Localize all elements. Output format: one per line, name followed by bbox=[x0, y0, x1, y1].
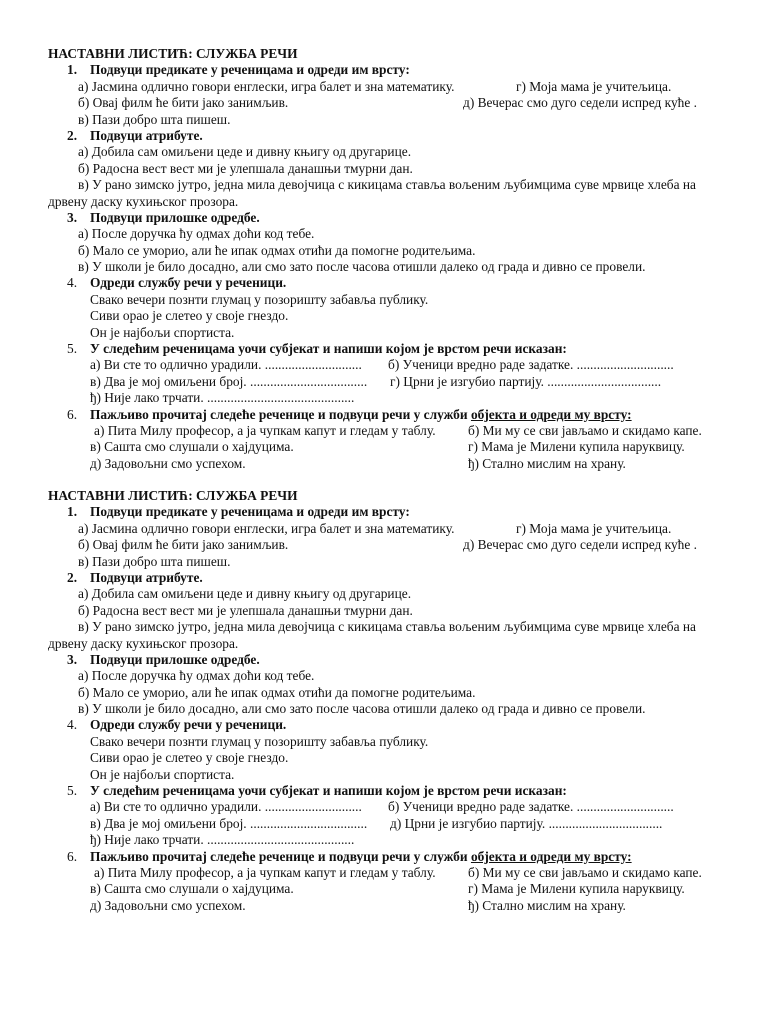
sentence-a: а) Пита Милу професор, а ја чупкам капут и гледам у таблу. bbox=[94, 864, 436, 880]
sentence-a: а) Пита Милу професор, а ја чупкам капут и гледам у таблу. bbox=[94, 422, 436, 438]
worksheet-title: НАСТАВНИ ЛИСТИЋ: СЛУЖБА РЕЧИ bbox=[48, 488, 298, 503]
task-6-row-2 bbox=[48, 439, 728, 455]
sentence-g: г) Мама је Милени купила наруквицу. bbox=[468, 881, 685, 897]
task-heading: У следећим реченицама уочи субјекат и напиши којом је врстом речи исказан: bbox=[90, 341, 567, 357]
sentence-a: а) Јасмина одлично говори енглески, игра балет и зна математику. bbox=[78, 78, 455, 94]
task-number: 2. bbox=[67, 569, 78, 585]
task-6-row-2 bbox=[48, 881, 728, 897]
task-heading: Подвуци предикате у реченицама и одреди им врсту: bbox=[90, 504, 410, 520]
sentence: Свако вечери познти глумац у позоришту забавља публику. bbox=[90, 291, 429, 307]
task-5-row-3 bbox=[48, 832, 728, 848]
task-number: 3. bbox=[67, 651, 78, 667]
task-4-row-3 bbox=[48, 325, 728, 341]
task-6-row-1 bbox=[48, 865, 728, 881]
task-4-row-2 bbox=[48, 750, 728, 766]
sentence-a: а) Ви сте то одлично урадили. ............................. bbox=[90, 799, 362, 815]
sentence-dj: ђ) Стално мислим на храну. bbox=[468, 897, 626, 913]
task-1-heading bbox=[48, 504, 728, 520]
sentence-b: б) Овај филм ће бити јако занимљив. bbox=[78, 537, 289, 553]
sentence-dj: ђ) Стално мислим на храну. bbox=[468, 455, 626, 471]
task-2-row-2 bbox=[48, 161, 728, 177]
task-number: 2. bbox=[67, 127, 78, 143]
sentence-d: д) Црни је изгубио партију. .................................. bbox=[390, 815, 663, 831]
sentence-a: а) После доручка ћу одмах доћи код тебе. bbox=[78, 226, 315, 242]
sentence-b: б) Овај филм ће бити јако занимљив. bbox=[78, 95, 289, 111]
sentence-d: д) Вечерас смо дуго седели испред куће . bbox=[463, 95, 698, 111]
task-3-heading bbox=[48, 210, 728, 226]
task-4-heading bbox=[48, 275, 728, 291]
task-4-row-1 bbox=[48, 292, 728, 308]
task-4-heading bbox=[48, 717, 728, 733]
task-2-row-3 bbox=[48, 177, 728, 193]
task-heading: Одреди службу речи у реченици. bbox=[90, 717, 287, 733]
sentence-b: б) Мало се уморио, али ће ипак одмах отићи да помогне родитељима. bbox=[78, 684, 476, 700]
sentence-dj: ђ) Није лако трчати. ............................................ bbox=[90, 832, 355, 848]
sentence: Свако вечери познти глумац у позоришту забавља публику. bbox=[90, 733, 429, 749]
worksheet-title: НАСТАВНИ ЛИСТИЋ: СЛУЖБА РЕЧИ bbox=[48, 46, 298, 61]
task-1-heading bbox=[48, 62, 728, 78]
task-2-row-4 bbox=[48, 194, 728, 210]
task-2-heading bbox=[48, 570, 728, 586]
sentence-g: г) Мама је Милени купила наруквицу. bbox=[468, 439, 685, 455]
task-4-row-1 bbox=[48, 734, 728, 750]
sentence-v: в) У рано зимско јутро, једна мила девојчица с кикицама ставља вољеним љубимцима суве мрвице хлеба на bbox=[78, 177, 696, 193]
task-number: 6. bbox=[67, 848, 78, 864]
sentence-b: б) Ми му се сви јављамо и скидамо капе. bbox=[468, 864, 702, 880]
task-5-row-2 bbox=[48, 374, 728, 390]
task-5-row-3 bbox=[48, 390, 728, 406]
task-5-heading bbox=[48, 783, 728, 799]
sentence-v-continued: дрвену даску кухињског прозора. bbox=[48, 193, 239, 209]
task-5-row-1 bbox=[48, 799, 728, 815]
task-5-row-1 bbox=[48, 357, 728, 373]
sentence-b: б) Мало се уморио, али ће ипак одмах отићи да помогне родитељима. bbox=[78, 242, 476, 258]
sentence-g: г) Црни је изгубио партију. .................................. bbox=[390, 373, 662, 389]
task-4-row-3 bbox=[48, 767, 728, 783]
task-3-row-3 bbox=[48, 701, 728, 717]
task-2-row-1 bbox=[48, 144, 728, 160]
sentence: Он је најбољи спортиста. bbox=[90, 324, 235, 340]
task-number: 3. bbox=[67, 209, 78, 225]
sentence-a: а) Ви сте то одлично урадили. ............................. bbox=[90, 357, 362, 373]
task-heading bbox=[90, 849, 632, 865]
task-5-row-2 bbox=[48, 816, 728, 832]
task-1-row-3 bbox=[48, 112, 728, 128]
sentence-b: б) Радосна вест вест ми је улепшала данашњи тмурни дан. bbox=[78, 602, 413, 618]
task-1-row-1 bbox=[48, 521, 728, 537]
sentence-v: в) У школи је било досадно, али смо зато после часова отишли далеко од града и дивно се провели. bbox=[78, 259, 646, 275]
task-6-heading bbox=[48, 407, 728, 423]
sentence-b: б) Ми му се сви јављамо и скидамо капе. bbox=[468, 422, 702, 438]
sentence-v-continued: дрвену даску кухињског прозора. bbox=[48, 635, 239, 651]
task-heading bbox=[90, 407, 632, 423]
sentence-d: д) Вечерас смо дуго седели испред куће . bbox=[463, 537, 698, 553]
task-heading: Подвуци атрибуте. bbox=[90, 569, 203, 585]
sentence: Сиви орао је слетео у своје гнездо. bbox=[90, 308, 289, 324]
task-2-heading bbox=[48, 128, 728, 144]
sentence-v: в) У рано зимско јутро, једна мила девојчица с кикицама ставља вољеним љубимцима суве мрвице хлеба на bbox=[78, 619, 696, 635]
sentence-v: в) Сашта смо слушали о хајдуцима. bbox=[90, 881, 294, 897]
task-heading-underlined: објекта и одреди му врсту: bbox=[470, 848, 632, 864]
task-1-row-1 bbox=[48, 79, 728, 95]
task-3-row-2 bbox=[48, 685, 728, 701]
task-heading: Подвуци прилошке одредбе. bbox=[90, 209, 260, 225]
task-number: 4. bbox=[67, 275, 78, 291]
task-1-row-2 bbox=[48, 95, 728, 111]
sentence-b: б) Ученици вредно раде задатке. ............................. bbox=[388, 357, 674, 373]
task-6-row-1 bbox=[48, 423, 728, 439]
task-6-row-3 bbox=[48, 456, 728, 472]
sentence: Он је најбољи спортиста. bbox=[90, 766, 235, 782]
task-number: 1. bbox=[67, 504, 78, 520]
task-heading: Одреди службу речи у реченици. bbox=[90, 275, 287, 291]
task-heading-part: Пажљиво прочитај следеће реченице и подвуци речи у служби bbox=[90, 848, 471, 864]
task-number: 6. bbox=[67, 406, 78, 422]
sentence-d: д) Задовољни смо успехом. bbox=[90, 455, 246, 471]
task-6-heading bbox=[48, 849, 728, 865]
worksheet-copy-1 bbox=[48, 46, 728, 472]
sentence-a: а) Добила сам омиљени цеде и дивну књигу од другарице. bbox=[78, 586, 412, 602]
sentence-a: а) После доручка ћу одмах доћи код тебе. bbox=[78, 668, 315, 684]
task-3-row-3 bbox=[48, 259, 728, 275]
sentence-v: в) Два је мој омиљени број. ................................... bbox=[90, 815, 368, 831]
sentence-v: в) Пази добро шта пишеш. bbox=[78, 111, 231, 127]
task-5-heading bbox=[48, 341, 728, 357]
task-number: 4. bbox=[67, 717, 78, 733]
task-number: 1. bbox=[67, 62, 78, 78]
task-2-row-2 bbox=[48, 603, 728, 619]
sentence-a: а) Добила сам омиљени цеде и дивну књигу од другарице. bbox=[78, 144, 412, 160]
task-heading: У следећим реченицама уочи субјекат и напиши којом је врстом речи исказан: bbox=[90, 783, 567, 799]
task-heading-underlined: објекта и одреди му врсту: bbox=[470, 406, 632, 422]
task-heading: Подвуци прилошке одредбе. bbox=[90, 651, 260, 667]
task-number: 5. bbox=[67, 341, 78, 357]
task-6-row-3 bbox=[48, 898, 728, 914]
task-3-row-2 bbox=[48, 243, 728, 259]
sentence: Сиви орао је слетео у своје гнездо. bbox=[90, 750, 289, 766]
task-4-row-2 bbox=[48, 308, 728, 324]
task-heading-part: Пажљиво прочитај следеће реченице и подвуци речи у служби bbox=[90, 406, 471, 422]
sentence-dj: ђ) Није лако трчати. ............................................ bbox=[90, 390, 355, 406]
task-number: 5. bbox=[67, 783, 78, 799]
task-1-row-2 bbox=[48, 537, 728, 553]
task-2-row-1 bbox=[48, 586, 728, 602]
sentence-v: в) Два је мој омиљени број. ................................... bbox=[90, 373, 368, 389]
worksheet-copy-2 bbox=[48, 488, 728, 914]
sentence-b: б) Радосна вест вест ми је улепшала данашњи тмурни дан. bbox=[78, 160, 413, 176]
sentence-v: в) У школи је било досадно, али смо зато после часова отишли далеко од града и дивно се провели. bbox=[78, 701, 646, 717]
sentence-v: в) Сашта смо слушали о хајдуцима. bbox=[90, 439, 294, 455]
task-3-heading bbox=[48, 652, 728, 668]
sentence-g: г) Моја мама је учитељица. bbox=[516, 520, 672, 536]
sentence-a: а) Јасмина одлично говори енглески, игра балет и зна математику. bbox=[78, 520, 455, 536]
task-2-row-4 bbox=[48, 636, 728, 652]
sentence-b: б) Ученици вредно раде задатке. ............................. bbox=[388, 799, 674, 815]
sentence-d: д) Задовољни смо успехом. bbox=[90, 897, 246, 913]
task-1-row-3 bbox=[48, 554, 728, 570]
task-2-row-3 bbox=[48, 619, 728, 635]
task-heading: Подвуци атрибуте. bbox=[90, 127, 203, 143]
sentence-v: в) Пази добро шта пишеш. bbox=[78, 553, 231, 569]
task-heading: Подвуци предикате у реченицама и одреди им врсту: bbox=[90, 62, 410, 78]
task-3-row-1 bbox=[48, 668, 728, 684]
task-3-row-1 bbox=[48, 226, 728, 242]
sentence-g: г) Моја мама је учитељица. bbox=[516, 78, 672, 94]
